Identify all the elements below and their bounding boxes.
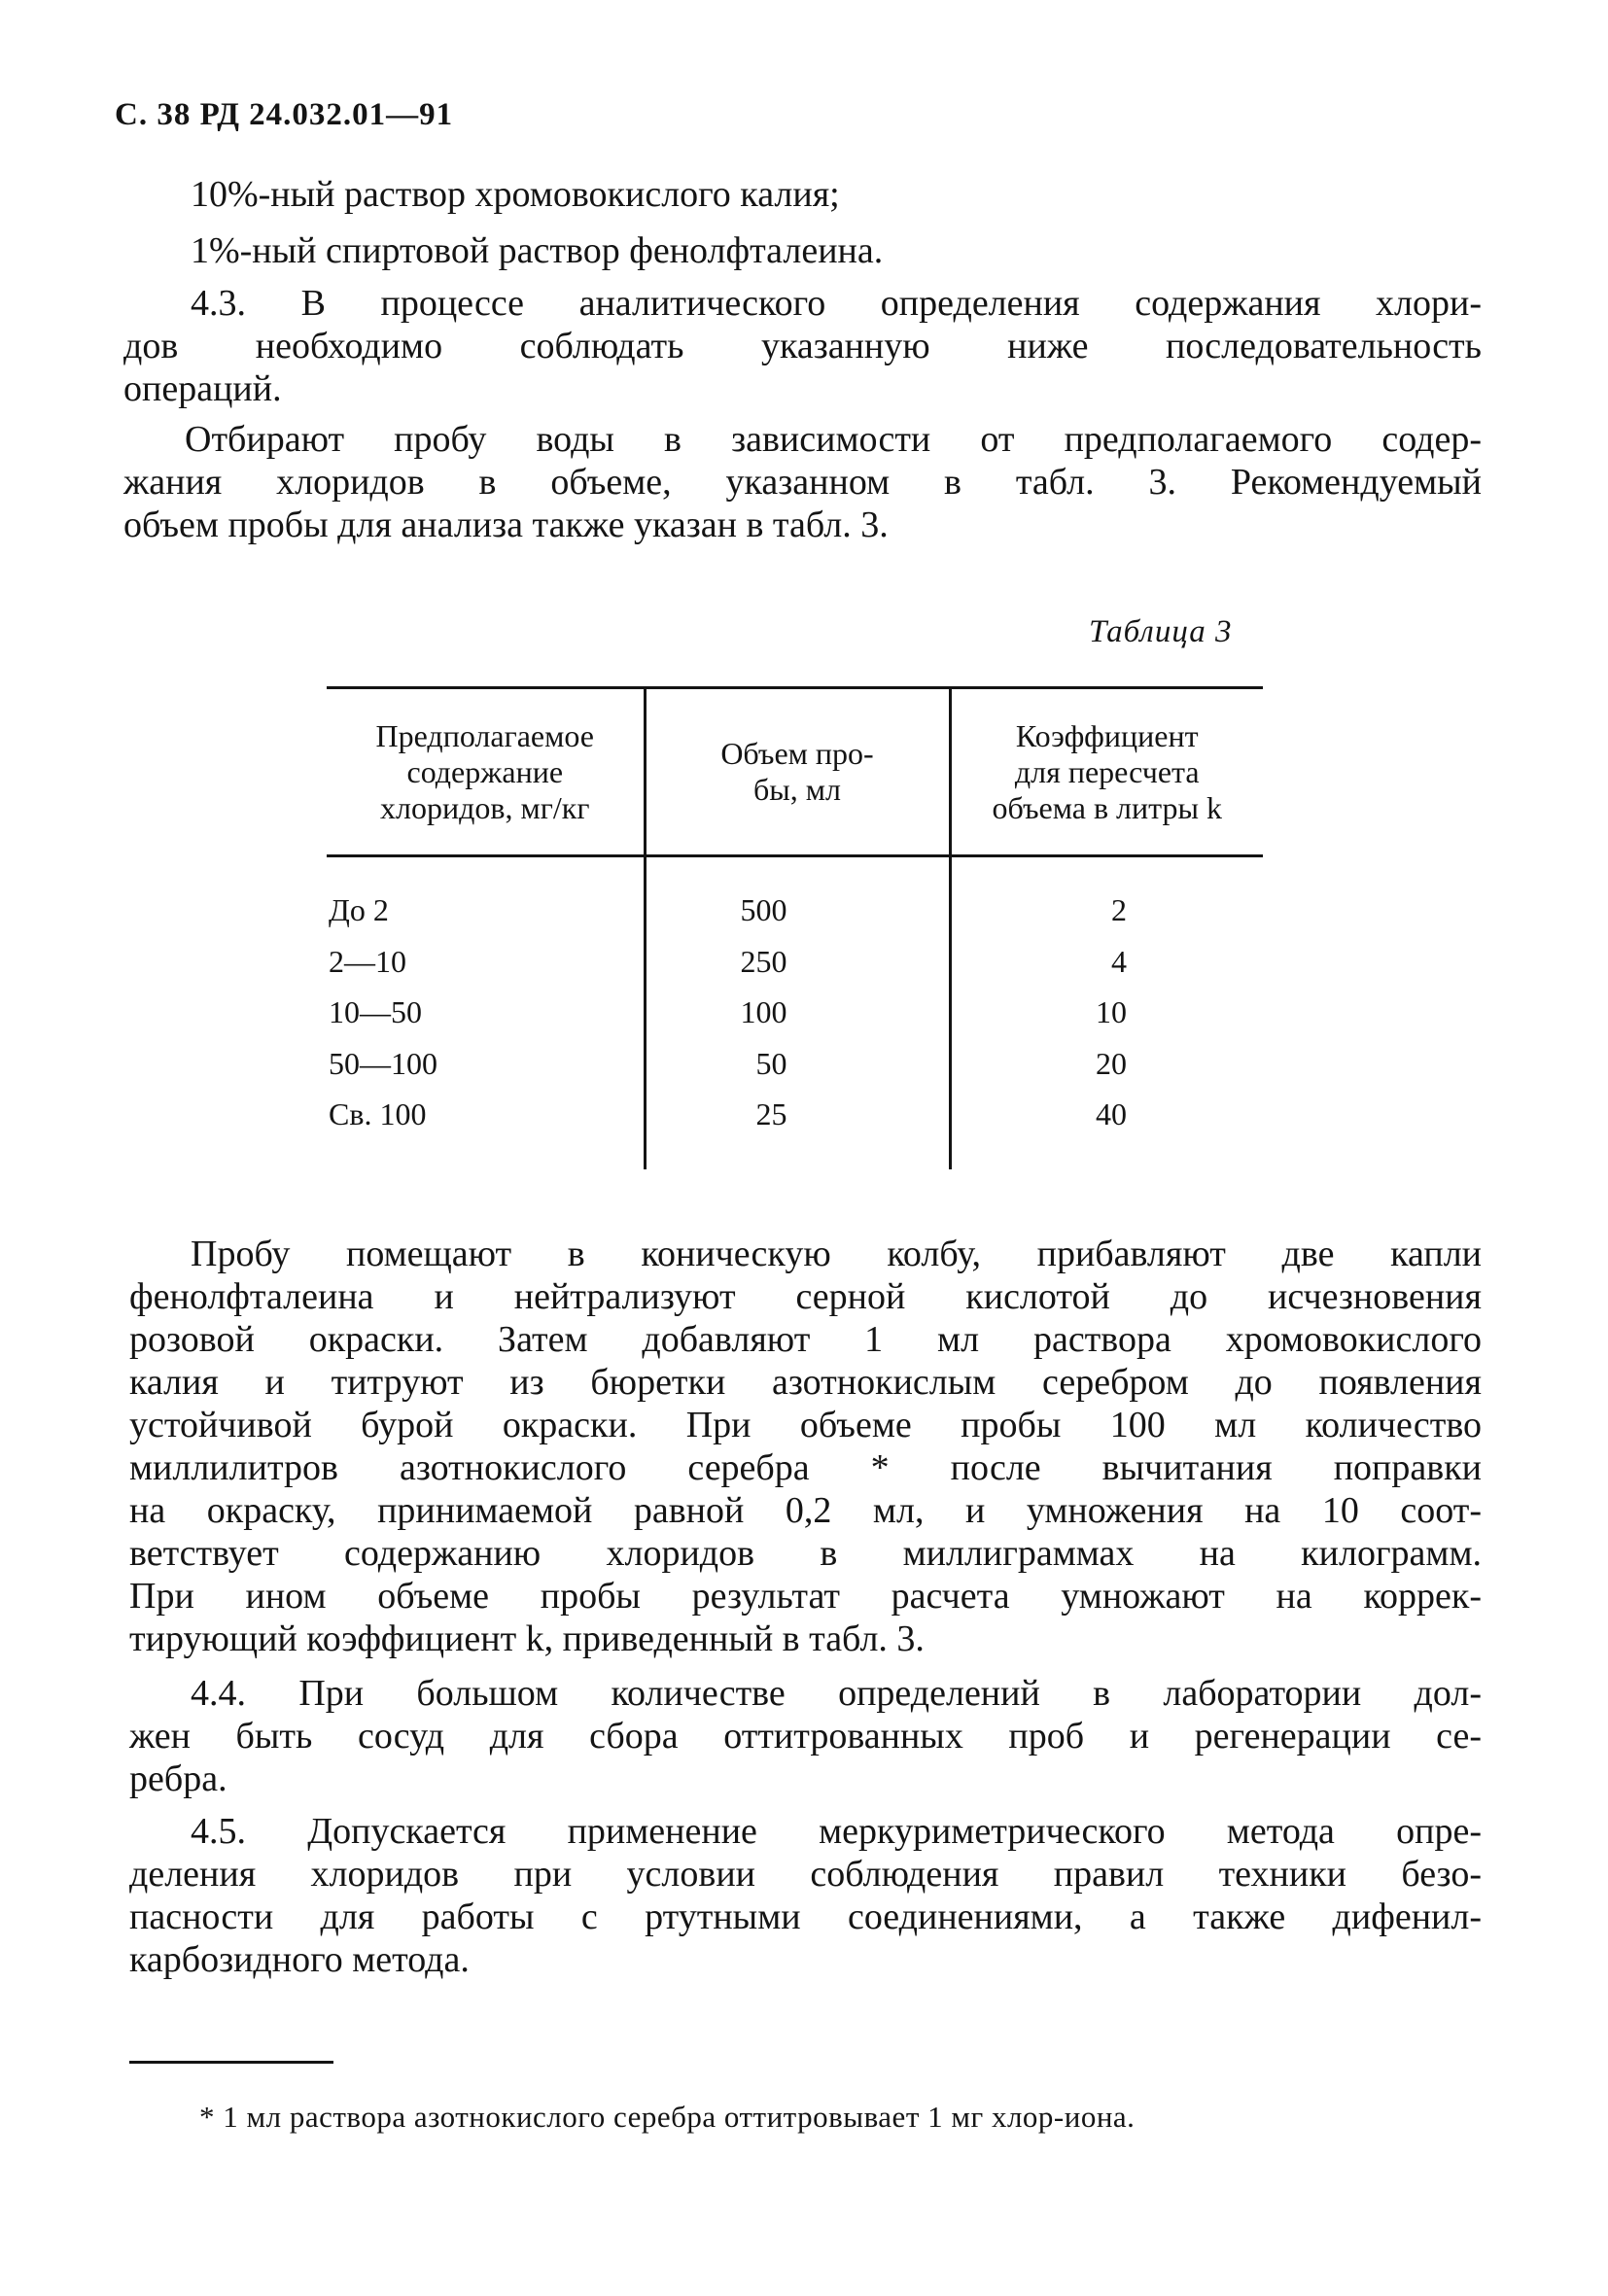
table-caption: Таблица 3 [1089, 614, 1233, 649]
header-line: Предполагаемое [375, 717, 594, 753]
para-4-5-line: пасности для работы с ртутными соединениями, а также дифенил- [129, 1896, 1482, 1937]
cell-volume: 500 [645, 856, 950, 936]
cell-volume: 50 [645, 1038, 950, 1090]
para-titration-line: калия и титруют из бюретки азотнокислым серебром до появления [129, 1362, 1482, 1403]
para-sample-line: Отбирают пробу воды в зависимости от предполагаемого содер- [185, 419, 1482, 460]
para-titration-line: Пробу помещают в коническую колбу, прибавляют две капли [191, 1234, 1482, 1274]
chlorides-table [327, 686, 1263, 1169]
cell-content: Св. 100 [329, 1096, 427, 1132]
para-titration-line: фенолфталеина и нейтрализуют серной кислотой до исчезновения [129, 1276, 1482, 1317]
para-titration-line: миллилитров азотнокислого серебра * после вычитания поправки [129, 1447, 1482, 1488]
cell-volume: 25 [645, 1089, 950, 1169]
cell-volume: 100 [645, 987, 950, 1038]
para-4-3-line: операций. [123, 368, 282, 409]
header-line: содержание [406, 753, 564, 789]
header-line: для пересчета [1014, 753, 1200, 789]
para-4-5-line: деления хлоридов при условии соблюдения правил техники безо- [129, 1854, 1482, 1895]
header-expected-content [327, 688, 645, 856]
para-sample-line: объем пробы для анализа также указан в табл. 3. [123, 504, 889, 545]
page-header: С. 38 РД 24.032.01—91 [115, 97, 454, 132]
para-titration-line: тирующий коэффициент k, приведенный в табл. 3. [129, 1618, 925, 1659]
para-titration-line: устойчивой бурой окраски. При объеме пробы 100 мл количество [129, 1405, 1482, 1445]
header-line: Объем про- [720, 736, 874, 771]
cell-k: 2 [950, 856, 1263, 936]
para-4-5-line: 4.5. Допускается применение меркуриметрического метода опре- [191, 1811, 1482, 1852]
footnote-divider [129, 2061, 333, 2064]
para-titration-line: розовой окраски. Затем добавляют 1 мл раствора хромовокислого [129, 1319, 1482, 1360]
table-row [327, 987, 1263, 1038]
reagent-line: 10%-ный раствор хромовокислого калия; [191, 174, 840, 215]
para-titration-line: ветствует содержанию хлоридов в миллиграммах на килограмм. [129, 1533, 1482, 1574]
para-4-3-line: дов необходимо соблюдать указанную ниже последовательность [123, 326, 1482, 366]
table-row [327, 856, 1263, 936]
header-sample-volume [645, 688, 950, 856]
cell-content: До 2 [329, 892, 389, 928]
para-4-3-line: 4.3. В процессе аналитического определения содержания хлори- [191, 283, 1482, 324]
cell-k: 20 [950, 1038, 1263, 1090]
table-row [327, 936, 1263, 988]
header-coefficient [950, 688, 1263, 856]
cell-content: 2—10 [329, 943, 406, 979]
cell-k: 10 [950, 987, 1263, 1038]
para-4-4-line: ребра. [129, 1758, 227, 1799]
cell-k: 4 [950, 936, 1263, 988]
cell-content: 50—100 [329, 1045, 437, 1081]
para-titration-line: При ином объеме пробы результат расчета умножают на коррек- [129, 1576, 1482, 1617]
table-header-row [327, 688, 1263, 856]
para-4-4-line: 4.4. При большом количестве определений в лаборатории дол- [191, 1673, 1482, 1714]
para-4-5-line: карбозидного метода. [129, 1939, 470, 1980]
table-row [327, 1089, 1263, 1169]
header-line: хлоридов, мг/кг [380, 789, 590, 825]
para-sample-line: жания хлоридов в объеме, указанном в табл. 3. Рекомендуемый [123, 462, 1482, 503]
para-4-4-line: жен быть сосуд для сбора оттитрованных проб и регенерации се- [129, 1716, 1482, 1757]
cell-k: 40 [950, 1089, 1263, 1169]
header-line: объема в литры k [992, 789, 1223, 825]
reagent-line: 1%-ный спиртовой раствор фенолфталеина. [191, 230, 884, 271]
cell-content: 10—50 [329, 994, 422, 1030]
footnote: * 1 мл раствора азотнокислого серебра оттитровывает 1 мг хлор-иона. [199, 2100, 1136, 2134]
header-line: бы, мл [753, 772, 841, 807]
header-line: Коэффициент [1015, 717, 1199, 753]
para-titration-line: на окраску, принимаемой равной 0,2 мл, и умножения на 10 соот- [129, 1490, 1482, 1531]
table-row [327, 1038, 1263, 1090]
cell-volume: 250 [645, 936, 950, 988]
